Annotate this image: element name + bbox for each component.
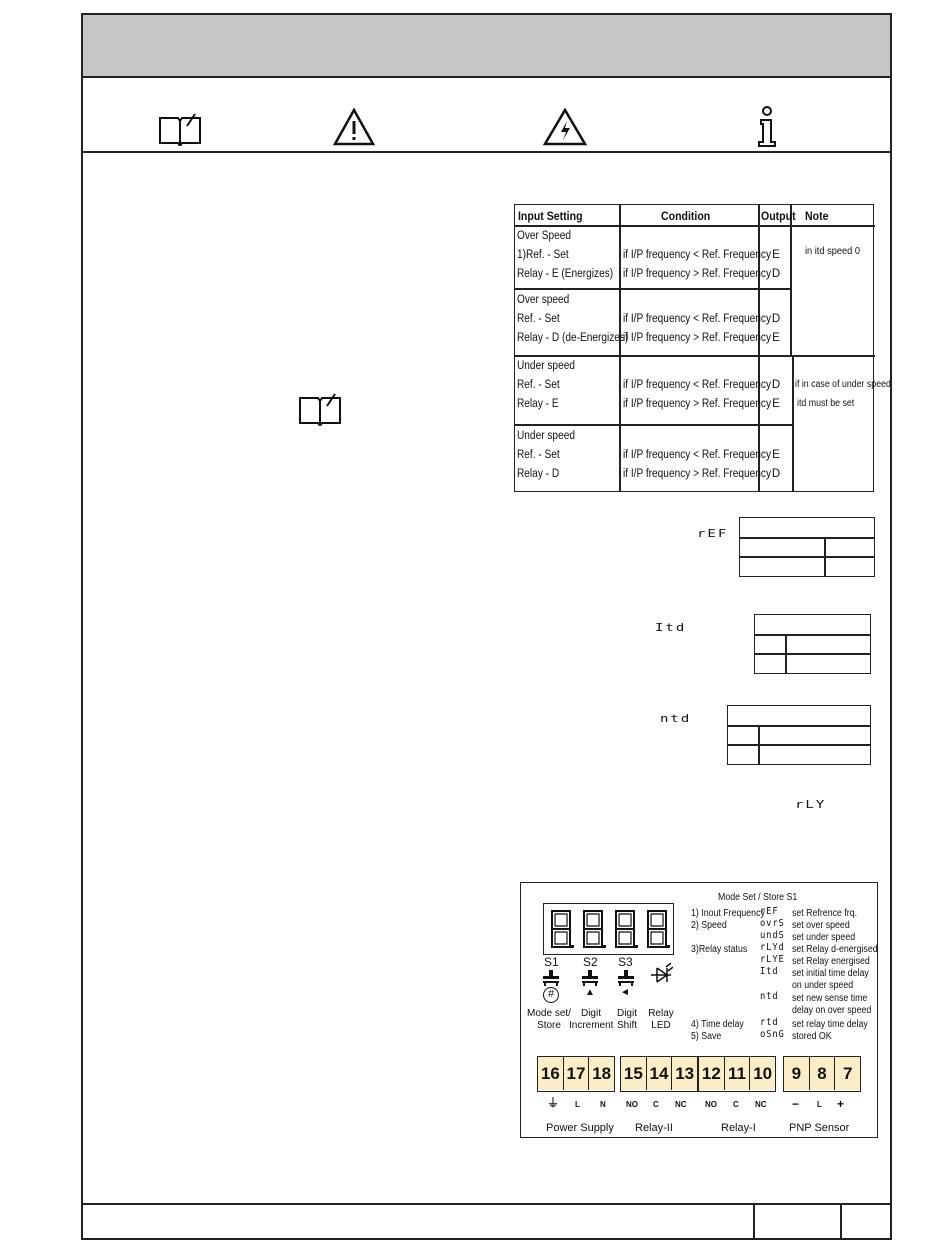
footer-divider (83, 1203, 890, 1205)
terminal-sub-minus: − (792, 1097, 800, 1111)
ntd-table (727, 705, 871, 765)
label-relay-ii: Relay-II (635, 1122, 673, 1134)
display-digit-2 (580, 908, 606, 950)
mode-11-code: oSnG (760, 1029, 785, 1040)
row2-setting-line1: Over speed (517, 294, 570, 306)
row2-setting-line3: Relay - D (de-Energizes) (517, 332, 629, 344)
mode-5-code: rLYE (760, 954, 785, 965)
digit-shift-symbol: ◄ (620, 987, 630, 998)
row2-output-2: E (772, 332, 780, 344)
header-note: Note (805, 209, 829, 223)
row3-setting-line2: Ref. - Set (517, 379, 560, 391)
terminal-14: 14 (647, 1057, 673, 1090)
terminal-sub-n: N (600, 1100, 606, 1109)
param-code-itd: Itd (655, 622, 687, 634)
param-code-ntd: ntd (660, 713, 692, 725)
terminal-8: 8 (810, 1057, 836, 1090)
param-code-ref: rEF (697, 528, 729, 540)
display-digit-1 (548, 908, 574, 950)
row4-condition-1: if I/P frequency < Ref. Frequency (623, 449, 772, 461)
row1-condition-1: if I/P frequency < Ref. Frequency (623, 249, 772, 261)
switch-s2-button[interactable] (580, 970, 600, 986)
electric-hazard-icon (543, 108, 587, 146)
terminal-sub-l-sensor: L (817, 1100, 822, 1109)
mode-set-symbol: # (543, 987, 559, 1003)
mode-set-title: Mode Set / Store S1 (718, 892, 798, 903)
header-input-setting: Input Setting (518, 209, 583, 223)
mode-10-left: 4) Time delay (691, 1019, 744, 1030)
display-digit-4 (644, 908, 670, 950)
mode-7-desc: on under speed (792, 980, 854, 991)
switch-s2-caption: Digit Increment (569, 1008, 614, 1031)
footer-cell-divider-2 (840, 1205, 842, 1238)
ref-table (739, 517, 875, 577)
terminal-sub-c-2: C (653, 1100, 659, 1109)
terminal-18: 18 (589, 1057, 614, 1090)
mode-6-code: Itd (760, 966, 779, 977)
row4-setting-line3: Relay - D (517, 468, 560, 480)
terminal-16: 16 (538, 1057, 564, 1090)
terminal-group-power (537, 1056, 615, 1092)
terminal-13: 13 (672, 1057, 697, 1090)
mode-8-code: ntd (760, 991, 779, 1002)
terminal-7: 7 (835, 1057, 860, 1090)
terminal-11: 11 (725, 1057, 751, 1090)
digit-increment-symbol: ▲ (585, 987, 595, 998)
terminal-15: 15 (621, 1057, 647, 1090)
switch-s1-button[interactable] (541, 970, 561, 986)
mode-2-desc: set over speed (792, 920, 850, 931)
mode-11-left: 5) Save (691, 1031, 722, 1042)
switch-s1-label: S1 (544, 955, 559, 969)
row3-setting-line1: Under speed (517, 360, 575, 372)
relay-led-caption: Relay LED (648, 1008, 674, 1031)
terminal-17: 17 (564, 1057, 590, 1090)
seven-segment-display (543, 903, 674, 955)
terminal-sub-c-1: C (733, 1100, 739, 1109)
row1-note: in itd speed 0 (805, 245, 860, 257)
row4-output-2: D (771, 468, 781, 480)
param-code-rly: rLY (795, 799, 827, 811)
mode-1-desc: set Refrence frq. (792, 908, 858, 919)
mode-4-desc: set Relay d-energised (792, 944, 878, 955)
row3-output-1: D (771, 379, 781, 391)
mode-11-desc: stored OK (792, 1031, 832, 1042)
row1-setting-line3: Relay - E (Energizes) (517, 268, 614, 280)
mode-1-left: 1) Inout Frequency (691, 908, 765, 919)
row3-output-2: E (772, 398, 780, 410)
info-icon (757, 106, 777, 148)
mode-5-desc: set Relay energised (792, 956, 870, 967)
footer-cell-divider-1 (753, 1205, 755, 1238)
terminal-9: 9 (784, 1057, 810, 1090)
label-pnp-sensor: PNP Sensor (789, 1122, 850, 1134)
row2-output-1: D (771, 313, 781, 325)
row2-setting-line2: Ref. - Set (517, 313, 560, 325)
mode-1-code: rEF (760, 906, 779, 917)
relay-led-icon (649, 963, 673, 985)
label-power-supply: Power Supply (546, 1122, 614, 1134)
mode-4-left: 3)Relay status (691, 944, 748, 955)
terminal-10: 10 (750, 1057, 775, 1090)
mode-8-desc: set new sense time (792, 993, 868, 1004)
display-digit-3 (612, 908, 638, 950)
book-icon (297, 392, 343, 426)
mode-2-code: ovrS (760, 918, 785, 929)
header-band (83, 15, 890, 78)
row4-setting-line2: Ref. - Set (517, 449, 560, 461)
mode-3-code: undS (760, 930, 785, 941)
switch-s1-caption: Mode set/ Store (527, 1008, 571, 1031)
row1-condition-2: if I/P frequency > Ref. Frequency (623, 268, 772, 280)
row2-condition-2: if I/P frequency > Ref. Frequency (623, 332, 772, 344)
mode-10-code: rtd (760, 1017, 779, 1028)
switch-s3-label: S3 (618, 955, 633, 969)
switch-s3-button[interactable] (616, 970, 636, 986)
row3-note-line1: if in case of under speed (795, 379, 891, 390)
row4-output-1: E (772, 449, 780, 461)
terminal-group-relay1 (698, 1056, 776, 1092)
row1-output-1: E (772, 249, 780, 261)
mode-2-left: 2) Speed (691, 920, 727, 931)
terminal-sub-nc-2: NC (675, 1100, 687, 1109)
row2-condition-1: if I/P frequency < Ref. Frequency (623, 313, 772, 325)
row1-setting-line2: 1)Ref. - Set (517, 249, 569, 261)
terminal-group-relay2 (620, 1056, 698, 1092)
row1-setting-line1: Over Speed (517, 230, 572, 242)
mode-3-desc: set under speed (792, 932, 856, 943)
mode-4-code: rLYd (760, 942, 785, 953)
terminal-sub-plus: + (837, 1097, 845, 1111)
row4-setting-line1: Under speed (517, 430, 575, 442)
switch-s3-caption: Digit Shift (616, 1008, 637, 1031)
row3-condition-2: if I/P frequency > Ref. Frequency (623, 398, 772, 410)
icon-row-divider (83, 151, 890, 153)
row3-note-line2: itd must be set (797, 398, 855, 409)
switch-s2-label: S2 (583, 955, 598, 969)
terminal-sub-l: L (575, 1100, 580, 1109)
relay-setting-table (514, 204, 891, 492)
row4-condition-2: if I/P frequency > Ref. Frequency (623, 468, 772, 480)
header-condition: Condition (661, 209, 711, 223)
terminal-sub-no-1: NO (705, 1100, 717, 1109)
row3-setting-line3: Relay - E (517, 398, 559, 410)
book-icon (157, 112, 203, 146)
row1-output-2: D (771, 268, 781, 280)
front-panel-diagram (520, 882, 878, 1138)
mode-10-desc: set relay time delay (792, 1019, 868, 1030)
header-output: Output (761, 209, 796, 223)
terminal-sub-nc-1: NC (755, 1100, 767, 1109)
itd-table (754, 614, 871, 674)
label-relay-i: Relay-I (721, 1122, 756, 1134)
terminal-group-pnp (783, 1056, 861, 1092)
terminal-sub-earth: ⏚ (547, 1096, 560, 1110)
mode-6-desc: set initial time delay (792, 968, 869, 979)
mode-9-desc: delay on over speed (792, 1005, 872, 1016)
row3-condition-1: if I/P frequency < Ref. Frequency (623, 379, 772, 391)
terminal-sub-no-2: NO (626, 1100, 638, 1109)
terminal-12: 12 (699, 1057, 725, 1090)
warning-icon (333, 108, 375, 146)
